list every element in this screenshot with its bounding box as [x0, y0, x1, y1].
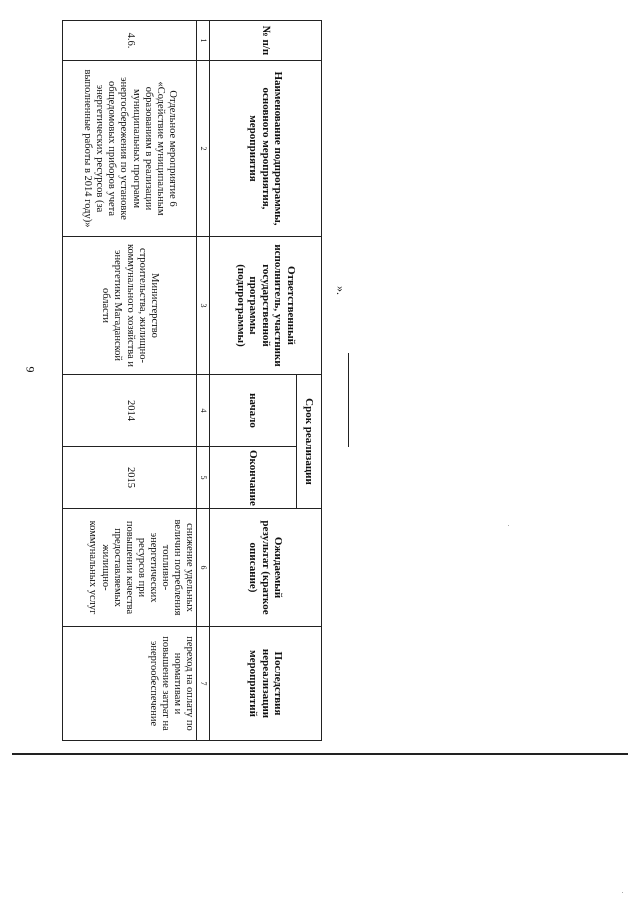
column-number: 7	[197, 627, 210, 741]
column-number: 2	[197, 61, 210, 237]
column-number: 1	[197, 21, 210, 61]
row-measure-name: Отдельное мероприятие 6 «Содействие муниципальным образованиям в реализации муниципальных программ энергосбережения по установке общедомовых приборов учета энергетических ресурсов (за выполненные работы в 2014 году)»	[63, 61, 197, 237]
header-end: Окончание	[210, 447, 297, 509]
column-number-row	[197, 21, 210, 741]
scan-speck	[508, 525, 509, 526]
header-result: Ожидаемый результат (краткое описание)	[210, 509, 322, 627]
header-consequences: Последствия нереализации мероприятий	[210, 627, 322, 741]
column-number: 6	[197, 509, 210, 627]
header-name: Наименование подпрограммы, основного мероприятия, мероприятия	[210, 61, 322, 237]
measures-table-wrapper	[62, 20, 322, 740]
row-start-year: 2014	[63, 375, 197, 447]
signature-line	[348, 353, 349, 447]
header-num: № п/п	[210, 21, 322, 61]
page-number: 9	[23, 366, 38, 373]
header-start: начало	[210, 375, 297, 447]
column-number: 5	[197, 447, 210, 509]
row-end-year: 2015	[63, 447, 197, 509]
scan-speck	[622, 892, 623, 893]
column-number: 3	[197, 237, 210, 375]
row-expected-result: снижение удельных величин потребления топливно-энергетических ресурсов при повышении качества предоставляемых жилищно-коммунальных услуг	[63, 509, 197, 627]
measures-table	[62, 20, 322, 741]
closing-mark: ».	[334, 286, 348, 295]
header-row-1	[297, 21, 322, 741]
table-row	[63, 21, 197, 741]
row-consequences: переход на оплату по нормативам и повышение затрат на энергообеспечение	[63, 627, 197, 741]
row-number: 4.6.	[63, 21, 197, 61]
horizontal-rule	[12, 753, 628, 755]
row-executor: Министерство строительства, жилищно-коммунального хозяйства и энергетики Магаданской области	[63, 237, 197, 375]
column-number: 4	[197, 375, 210, 447]
header-executor: Ответственный исполнитель, участники государственной программы (подпрограммы)	[210, 237, 322, 375]
header-period: Срок реализации	[297, 375, 322, 509]
